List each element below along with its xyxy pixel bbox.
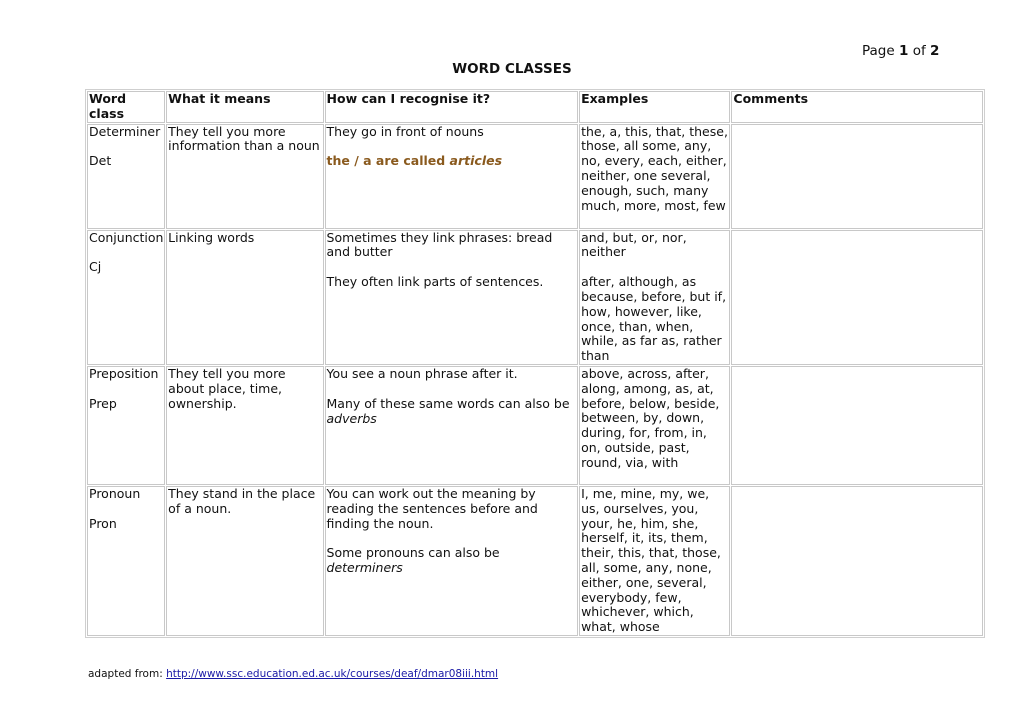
footer-attribution [88,668,498,680]
page-total: 2 [930,43,940,59]
word-class-cell [87,366,165,485]
examples-cell: the, a, this, that, these, those, all some, any, no, every, each, either, neither, one several, enough, such, many much, more, most, few [579,124,730,229]
footer-prefix: adapted from: [88,668,167,680]
header-comments: Comments [731,91,983,123]
recognise-cell [325,486,579,636]
recognise-text: You can work out the meaning by reading the sentences before and finding the noun. [326,485,538,531]
recognise-text: Sometimes they link phrases: bread and butter [326,229,553,260]
meaning-cell: Linking words [166,230,323,365]
page-number [862,43,939,59]
page-label: Page [862,43,895,59]
table-row [87,486,983,636]
word-class-abbr: Prep [89,395,117,411]
meaning-cell: They tell you more information than a noun [166,124,323,229]
determiners-note [327,545,500,575]
comments-cell [731,366,983,485]
word-class-name: Pronoun [89,485,141,501]
page-of: of [912,43,926,59]
page-current: 1 [898,43,909,59]
recognise-cell [325,366,579,485]
word-class-name: Conjunction [89,229,164,245]
meaning-cell: They tell you more about place, time, ownership. [166,366,323,485]
header-word-class: Word class [87,91,165,123]
header-what-it-means: What it means [166,91,323,123]
word-class-cell [87,486,165,636]
word-class-cell [87,230,165,365]
word-classes-table [85,89,985,638]
articles-note-text: the / a are called [326,153,450,169]
word-class-abbr: Pron [89,515,117,531]
comments-cell [731,230,983,365]
meaning-cell: They stand in the place of a noun. [166,486,323,636]
word-class-abbr: Cj [89,259,102,275]
word-class-cell [87,124,165,229]
header-examples: Examples [579,91,730,123]
adverbs-note-text: Many of these same words can also be [326,395,570,411]
adverbs-note-italic: adverbs [326,410,377,426]
table-row [87,230,983,365]
examples-text: after, although, as because, before, but if, how, however, like, once, than, when, while, as far as, rather than [581,274,727,364]
examples-cell: above, across, after, along, among, as, at, before, below, beside, between, by, down, during, for, from, in, on, outside, past, round, via, with [579,366,730,485]
source-link[interactable]: http://www.ssc.education.ed.ac.uk/courses/deaf/dmar08iii.html [166,668,499,680]
recognise-text: They go in front of nouns [326,123,484,139]
recognise-text: You see a noun phrase after it. [326,365,518,381]
articles-note [327,153,503,168]
articles-note-italic: articles [449,153,503,169]
table-header-row [87,91,983,123]
recognise-text: They often link parts of sentences. [326,274,544,290]
word-class-name: Determiner [89,123,161,139]
examples-cell [579,230,730,365]
recognise-cell [325,230,579,365]
comments-cell [731,124,983,229]
adverbs-note [327,396,570,426]
determiners-note-text: Some pronouns can also be [326,545,500,561]
determiners-note-italic: determiners [326,560,403,576]
examples-text: and, but, or, nor, neither [581,229,687,260]
document-title: WORD CLASSES [452,61,572,77]
recognise-cell [325,124,579,229]
comments-cell [731,486,983,636]
word-class-abbr: Det [89,153,112,169]
table-row [87,124,983,229]
header-how-recognise: How can I recognise it? [325,91,579,123]
word-class-name: Preposition [89,365,159,381]
table-row [87,366,983,485]
examples-cell: I, me, mine, my, we, us, ourselves, you, your, he, him, she, herself, it, its, them, their, this, that, those, all, some, any, none, either, one, several, everybody, few, whichever, which, what, whose [579,486,730,636]
